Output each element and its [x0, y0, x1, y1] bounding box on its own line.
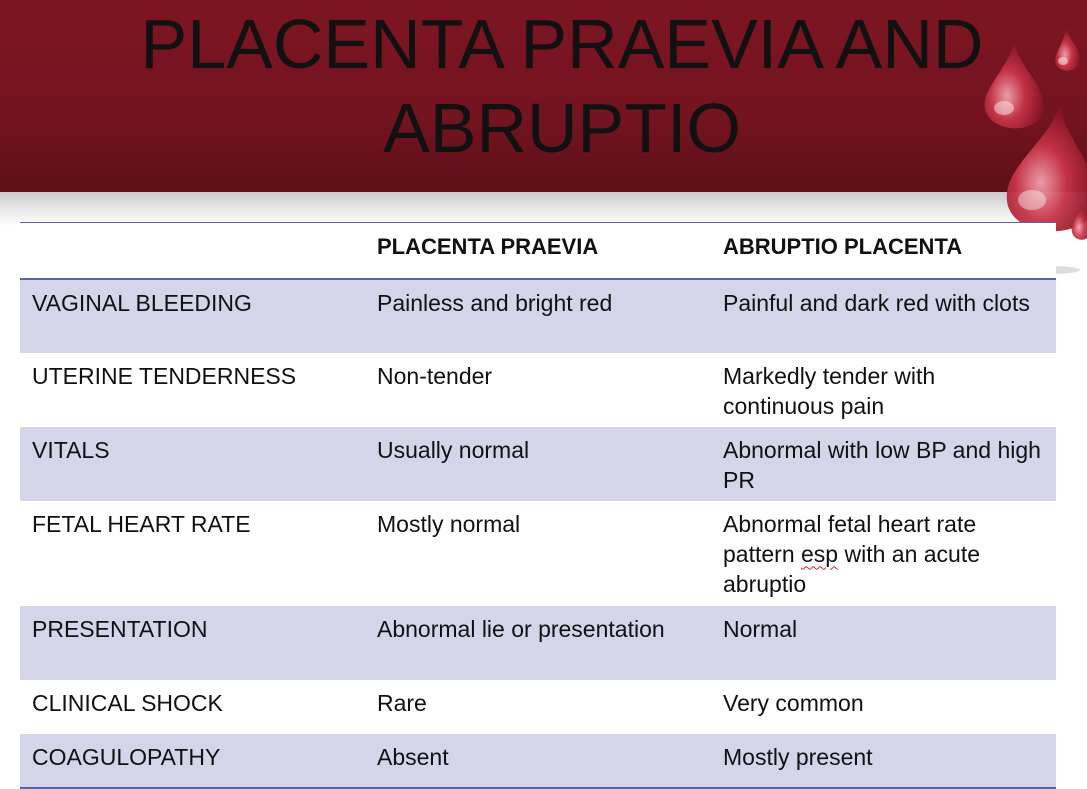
table-row — [20, 353, 1056, 427]
header-placenta-praevia: PLACENTA PRAEVIA — [365, 223, 711, 279]
table-row — [20, 734, 1056, 788]
slide-title: PLACENTA PRAEVIA AND ABRUPTIO — [140, 5, 984, 167]
comparison-table — [20, 222, 1056, 789]
abruptio-cell: Mostly present — [711, 734, 1056, 788]
abruptio-cell: Abnormal with low BP and high PR — [723, 436, 1041, 493]
abruptio-cell: Normal — [723, 615, 798, 642]
row-label: UTERINE TENDERNESS — [32, 362, 297, 389]
header-abruptio-placenta: ABRUPTIO PLACENTA — [711, 223, 1056, 279]
row-label: COAGULOPATHY — [20, 734, 365, 788]
table-row — [20, 606, 1056, 680]
praevia-cell: Painless and bright red — [377, 289, 613, 316]
row-label: FETAL HEART RATE — [32, 510, 251, 537]
praevia-cell: Usually normal — [377, 436, 530, 463]
row-label: PRESENTATION — [32, 615, 208, 642]
praevia-cell: Non-tender — [377, 362, 493, 389]
table-row — [20, 427, 1056, 501]
praevia-cell: Rare — [377, 689, 427, 716]
abruptio-cell: Very common — [723, 689, 864, 716]
row-label: CLINICAL SHOCK — [32, 689, 223, 716]
banner-shadow — [0, 192, 1087, 226]
praevia-cell: Abnormal lie or presentation — [377, 615, 665, 642]
abruptio-cell: Abnormal fetal heart rate pattern esp with an acute abruptio — [723, 510, 981, 597]
abruptio-cell: Markedly tender with continuous pain — [723, 362, 936, 419]
praevia-cell: Absent — [365, 734, 711, 788]
table-header-row — [20, 223, 1056, 279]
abruptio-cell: Painful and dark red with clots — [723, 289, 1030, 316]
header-feature — [20, 223, 365, 279]
table-row — [20, 501, 1056, 606]
row-label: VITALS — [32, 436, 110, 463]
table-row — [20, 279, 1056, 353]
row-label: VAGINAL BLEEDING — [32, 289, 252, 316]
praevia-cell: Mostly normal — [377, 510, 521, 537]
table-row — [20, 680, 1056, 734]
